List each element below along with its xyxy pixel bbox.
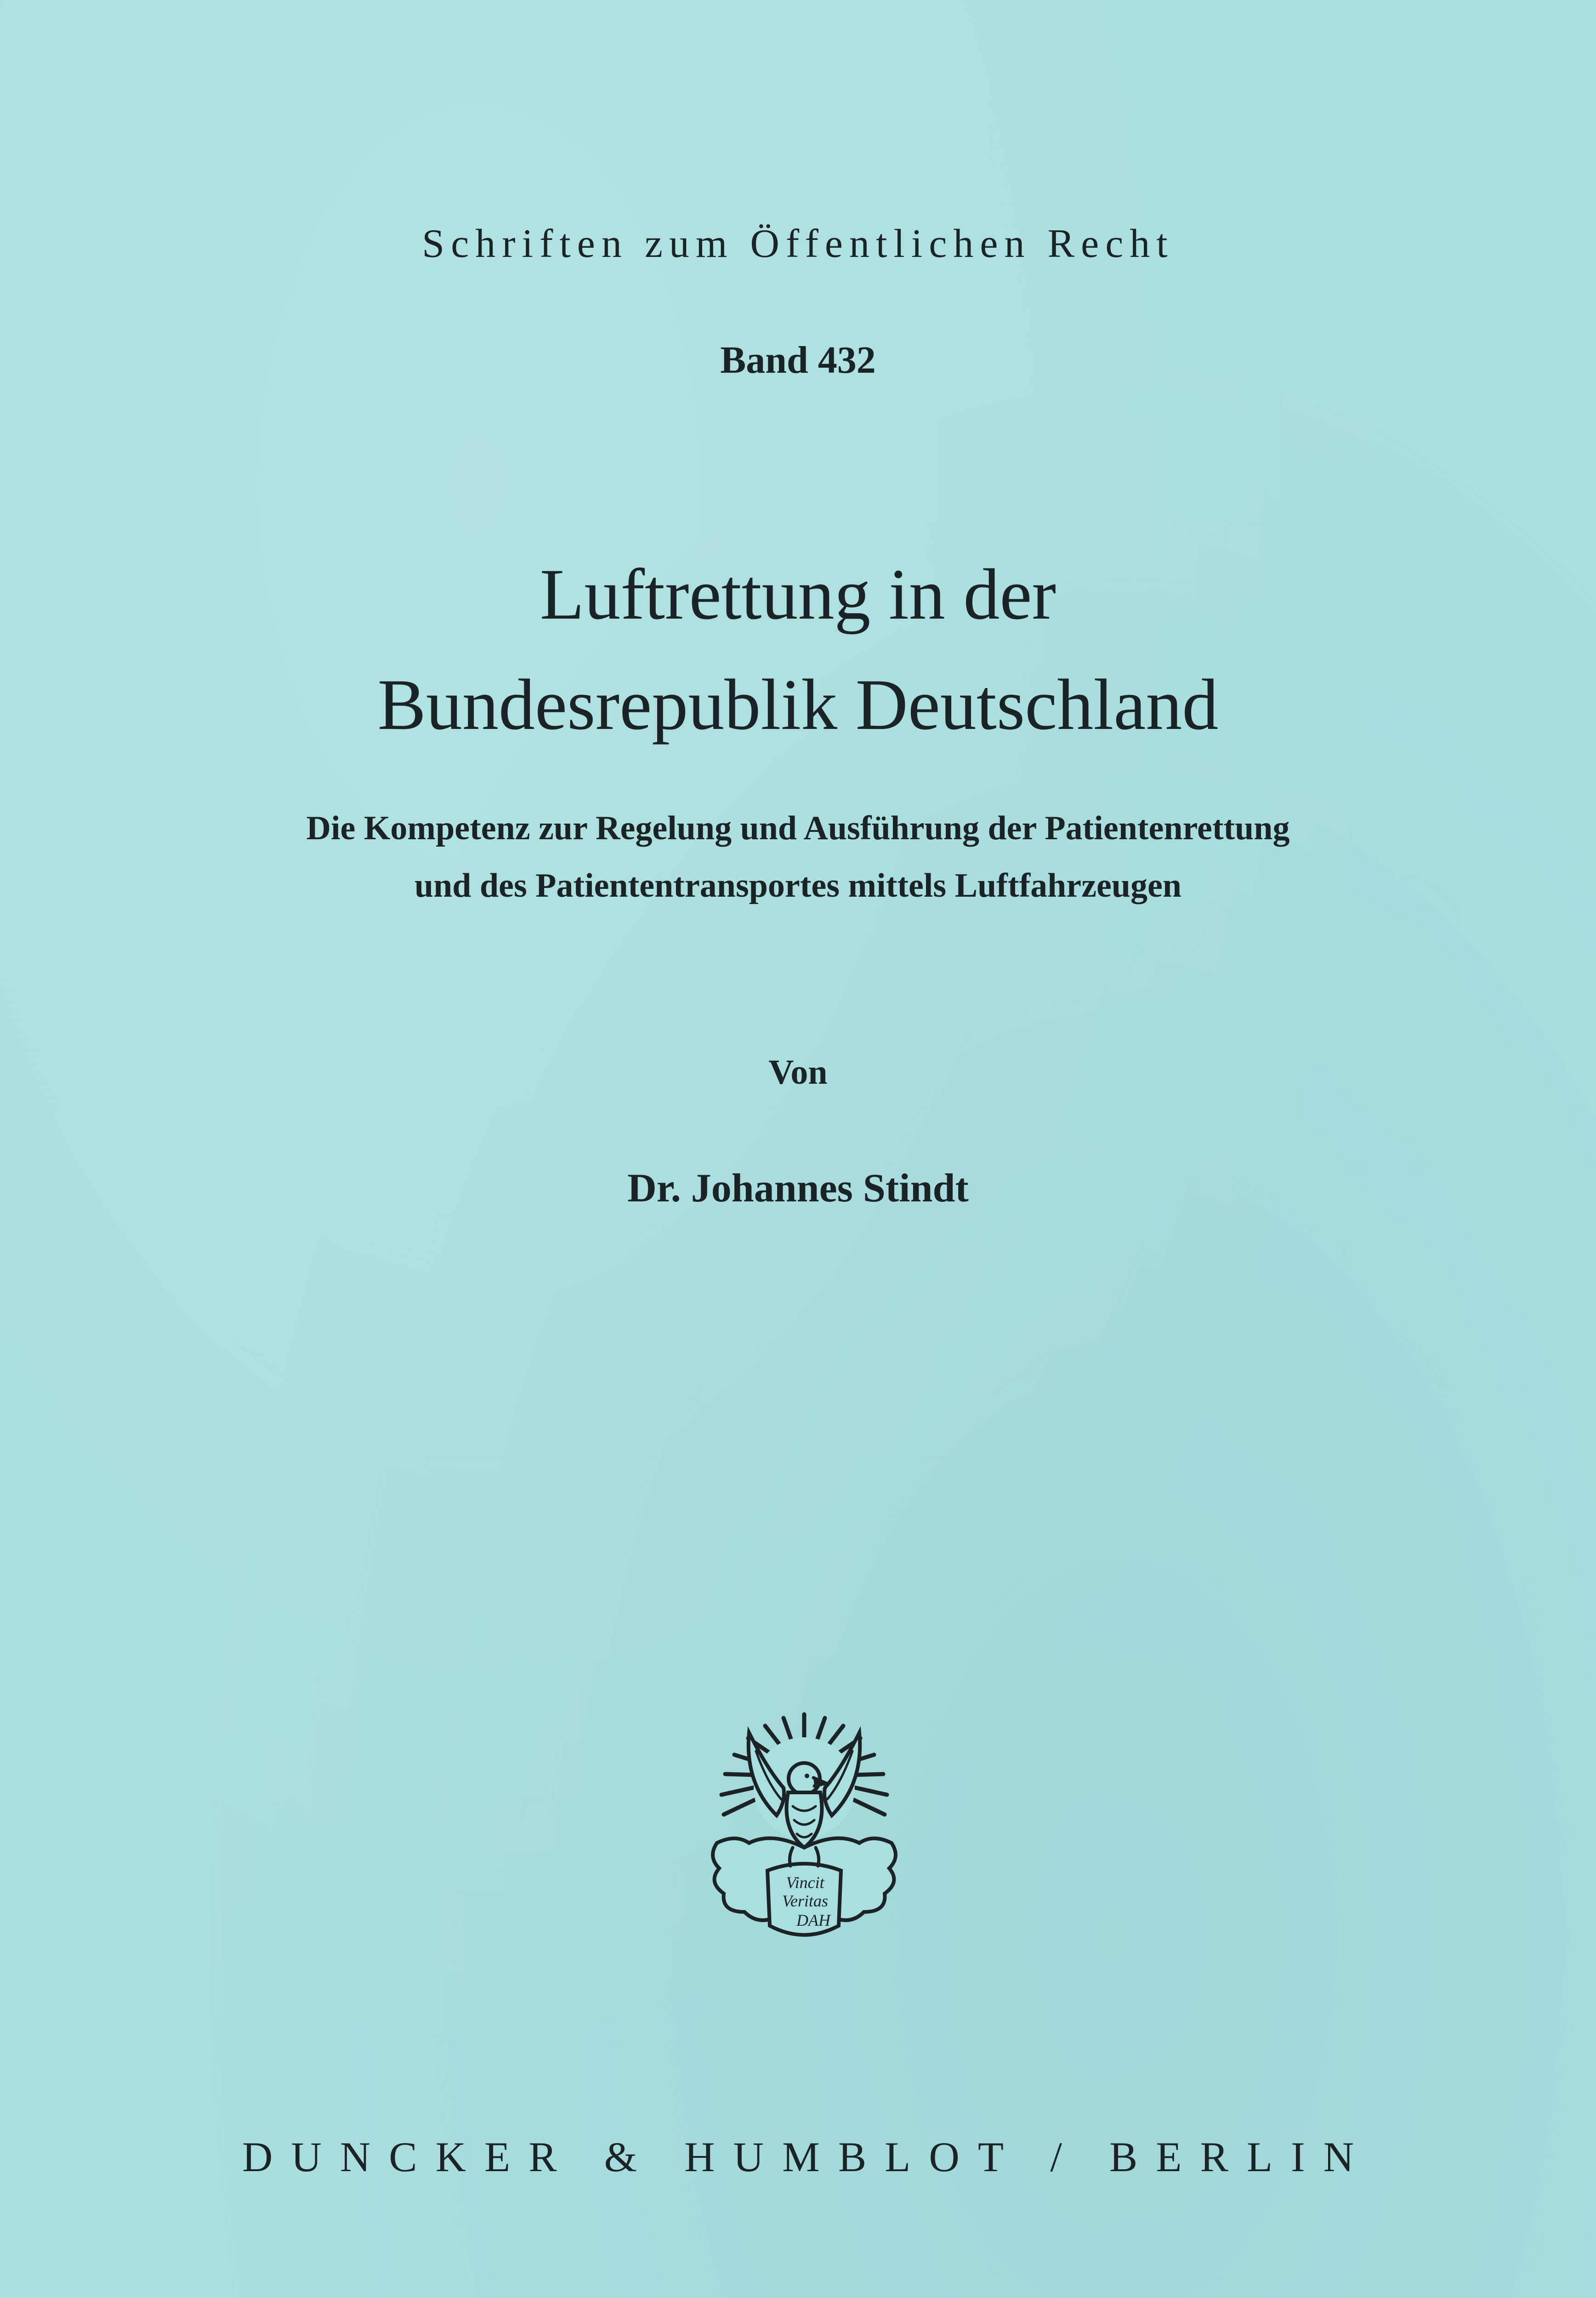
- book-title-line-2: Bundesrepublik Deutschland: [377, 665, 1219, 745]
- book-subtitle-line-2: und des Patiententransportes mittels Luftfahrzeugen: [414, 867, 1181, 904]
- logo-motto-line-1: Vincit: [786, 1873, 824, 1892]
- logo-motto-line-2: Veritas: [782, 1892, 829, 1910]
- eagle-sun-icon: [699, 1696, 910, 1953]
- author-name: Dr. Johannes Stindt: [627, 1166, 969, 1211]
- volume-number: Band 432: [720, 339, 876, 381]
- book-subtitle-line-1: Die Kompetenz zur Regelung und Ausführung der Patientenrettung: [306, 809, 1290, 847]
- book-title-line-1: Luftrettung in der: [540, 554, 1056, 635]
- publisher-imprint: DUNCKER & HUMBLOT / BERLIN: [242, 2133, 1373, 2180]
- logo-initials: DAH: [796, 1911, 830, 1929]
- by-label: Von: [768, 1053, 828, 1092]
- series-title: Schriften zum Öffentlichen Recht: [422, 222, 1174, 266]
